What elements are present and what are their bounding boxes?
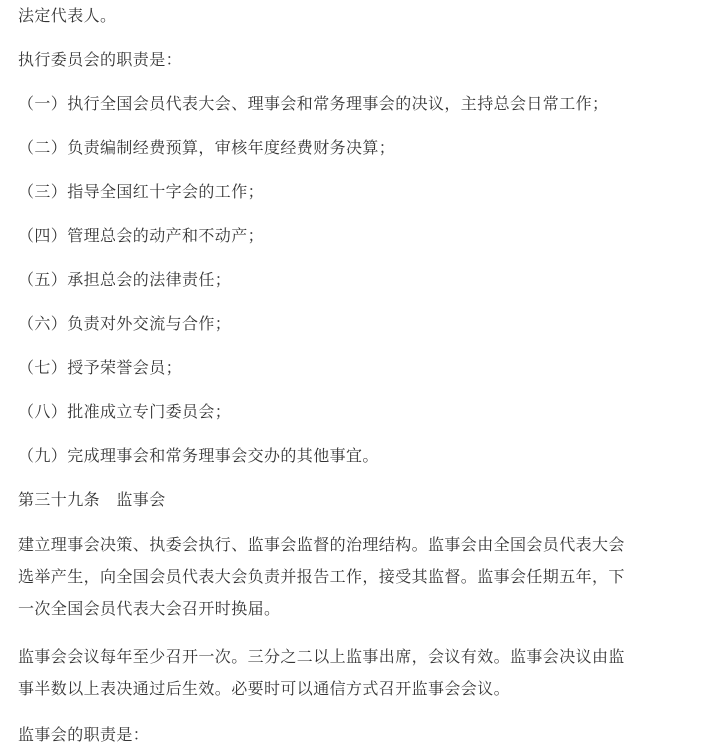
article-heading: 第三十九条 监事会 bbox=[18, 490, 166, 509]
paragraph-line: 建立理事会决策、执委会执行、监事会监督的治理结构。监事会由全国会员代表大会 bbox=[18, 535, 625, 554]
list-item: （五）承担总会的法律责任； bbox=[18, 270, 232, 289]
list-item: （八）批准成立专门委员会； bbox=[18, 402, 232, 421]
list-item: （九）完成理事会和常务理事会交办的其他事宜。 bbox=[18, 446, 379, 465]
list-item: （二）负责编制经费预算，审核年度经费财务决算； bbox=[18, 138, 396, 157]
paragraph-line: 监事会会议每年至少召开一次。三分之二以上监事出席，会议有效。监事会决议由监 bbox=[18, 647, 625, 666]
paragraph-line: 一次全国会员代表大会召开时换届。 bbox=[18, 599, 281, 618]
paragraph-heading: 监事会的职责是： bbox=[18, 725, 150, 744]
list-item: （四）管理总会的动产和不动产； bbox=[18, 226, 265, 245]
paragraph-heading: 执行委员会的职责是： bbox=[18, 50, 183, 69]
paragraph-line: 选举产生，向全国会员代表大会负责并报告工作，接受其监督。监事会任期五年，下 bbox=[18, 567, 625, 586]
paragraph-line: 事半数以上表决通过后生效。必要时可以通信方式召开监事会会议。 bbox=[18, 679, 511, 698]
list-item: （六）负责对外交流与合作； bbox=[18, 314, 232, 333]
list-item: （一）执行全国会员代表大会、理事会和常务理事会的决议，主持总会日常工作； bbox=[18, 94, 609, 113]
list-item: （三）指导全国红十字会的工作； bbox=[18, 182, 265, 201]
list-item: （七）授予荣誉会员； bbox=[18, 358, 183, 377]
paragraph-line: 法定代表人。 bbox=[18, 6, 117, 25]
